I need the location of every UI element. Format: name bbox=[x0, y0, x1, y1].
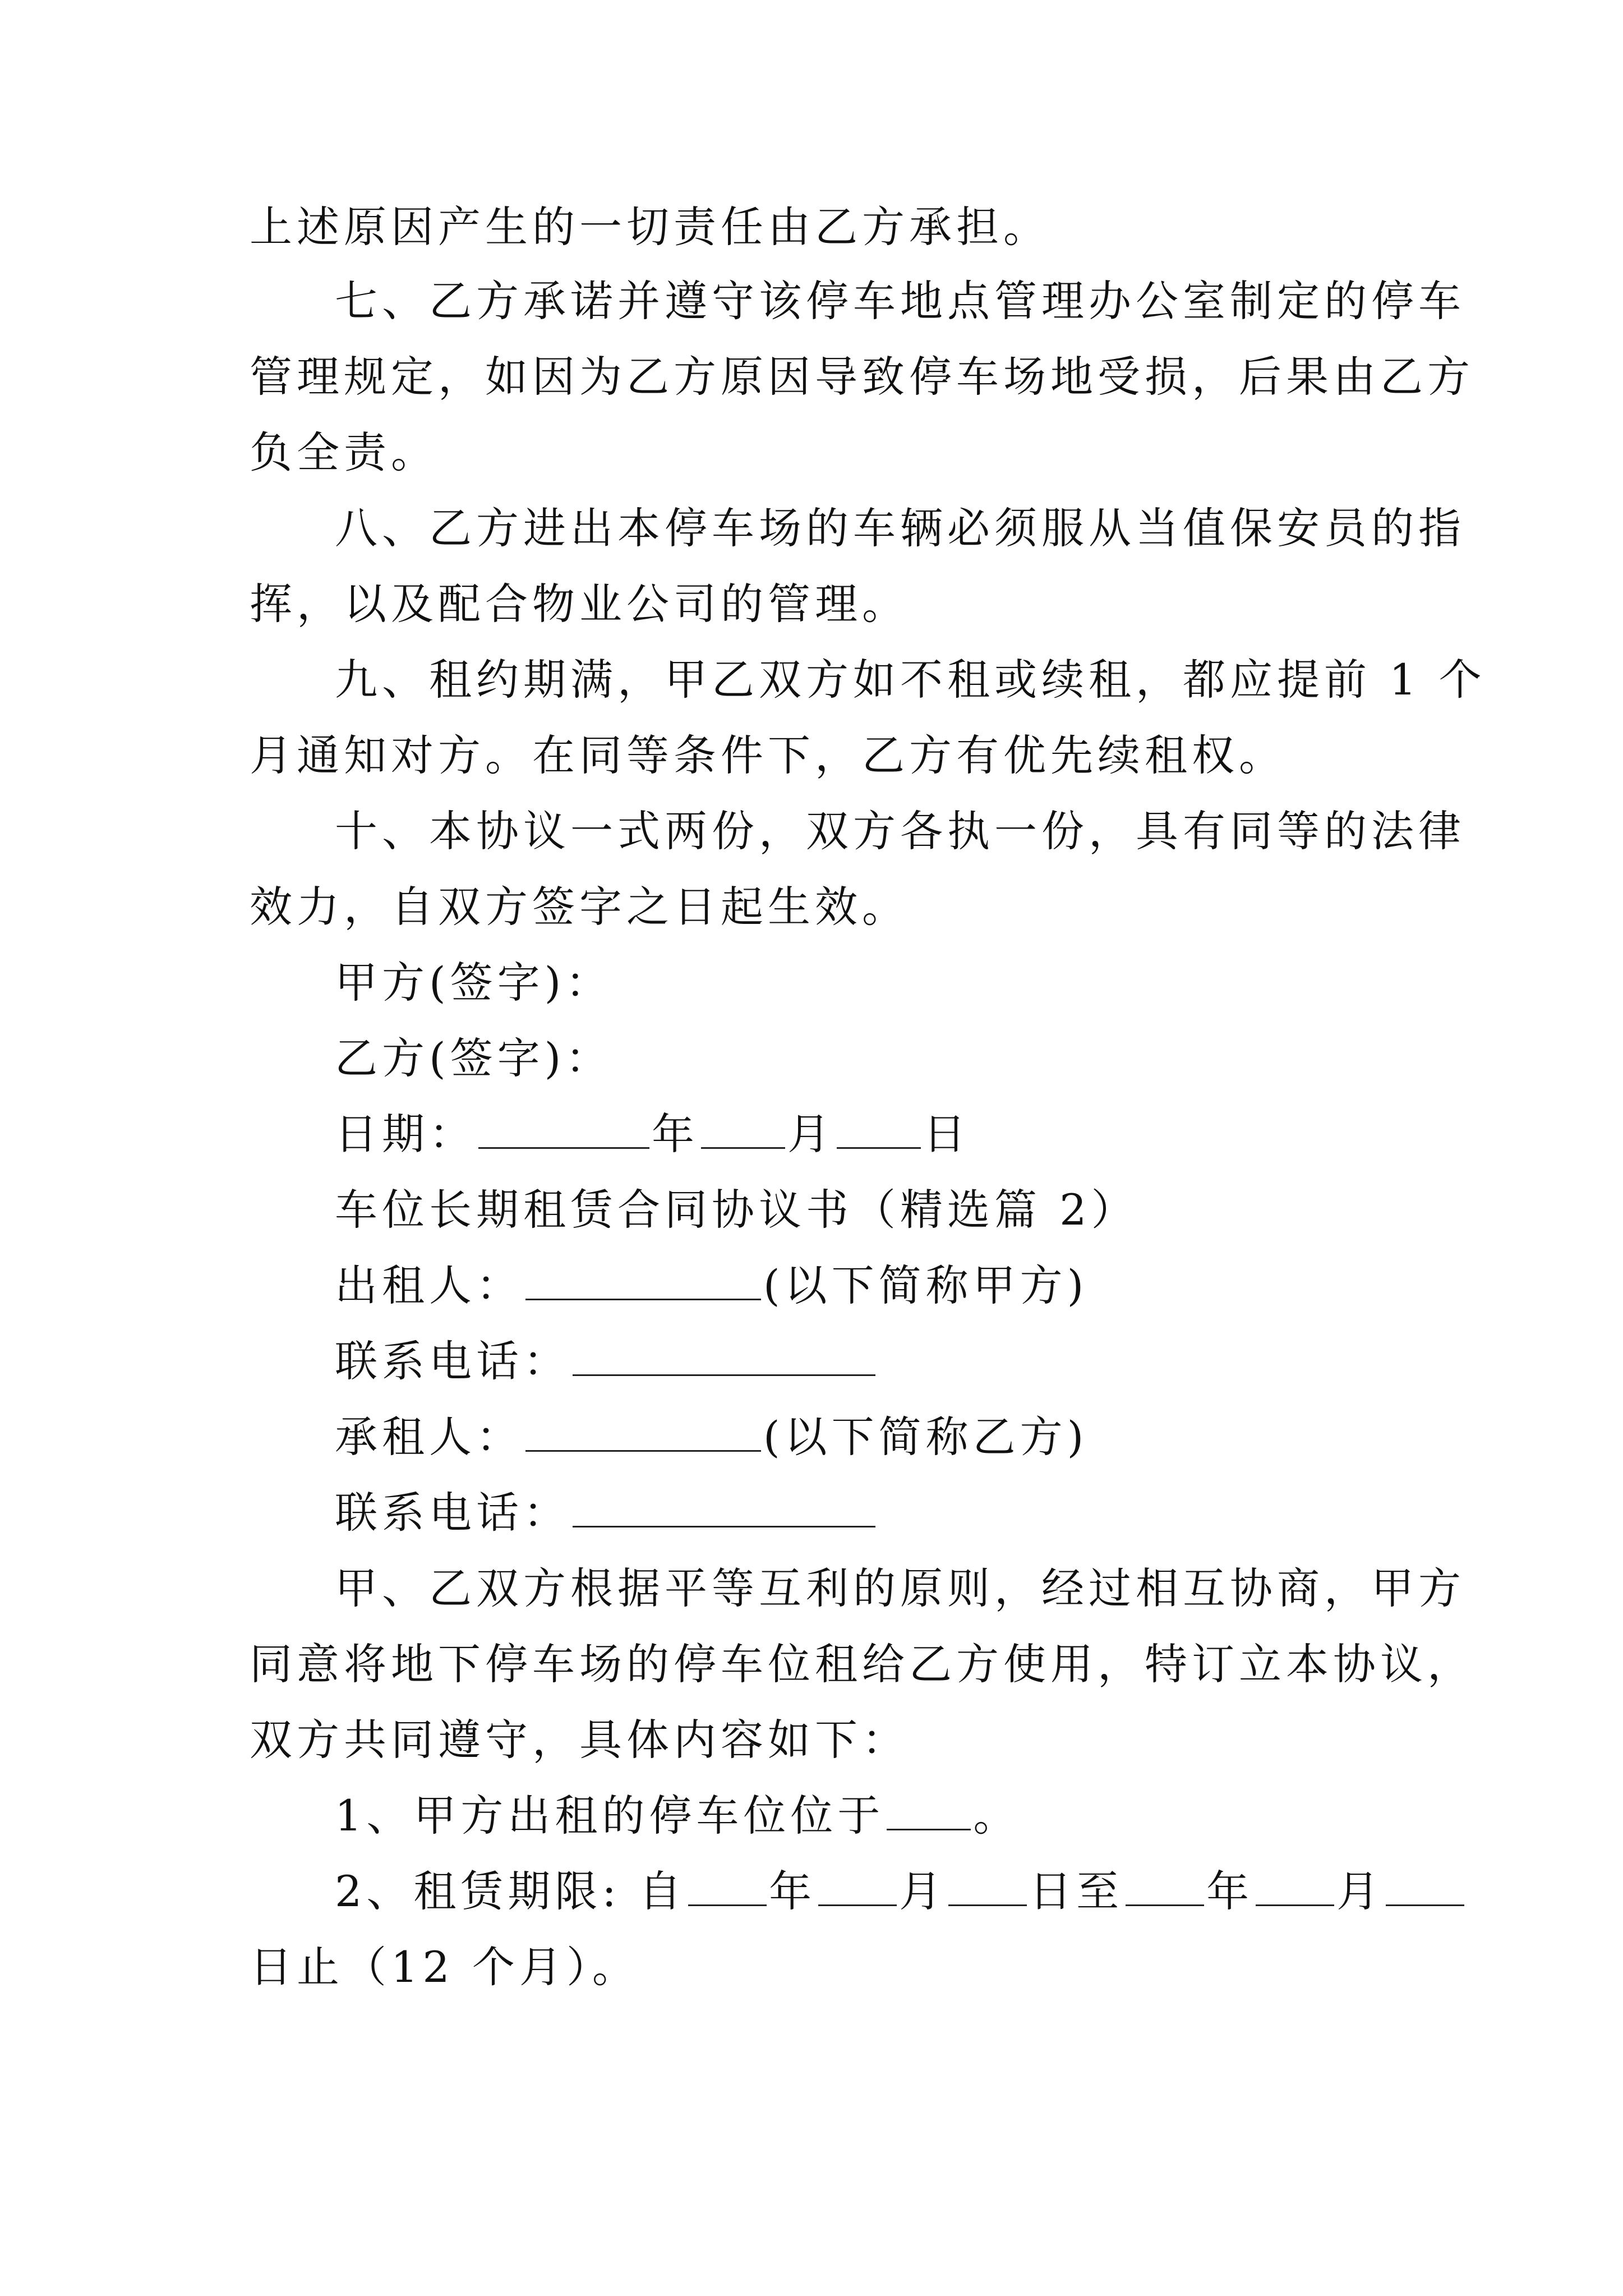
paragraph-line: 日止（12 个月）。 bbox=[250, 1942, 639, 1992]
item-2-text: 2、租赁期限: 自 bbox=[335, 1866, 686, 1916]
lessee-label: 承租人： bbox=[335, 1412, 523, 1462]
lessee-line bbox=[335, 1409, 1088, 1465]
month-label: 月 bbox=[787, 1109, 834, 1159]
paragraph-line: 七、乙方承诺并遵守该停车地点管理办公室制定的停车 bbox=[335, 276, 1465, 326]
start-month-label: 月 bbox=[899, 1866, 947, 1916]
lessee-phone-blank bbox=[573, 1491, 875, 1527]
lessor-blank bbox=[525, 1264, 761, 1300]
end-month-label: 月 bbox=[1336, 1866, 1384, 1916]
lessor-phone-blank bbox=[573, 1340, 875, 1376]
date-line bbox=[335, 1106, 970, 1162]
month-blank bbox=[701, 1112, 785, 1149]
party-b-signature: 乙方(签字)： bbox=[335, 1033, 613, 1083]
lessee-blank bbox=[525, 1415, 761, 1452]
start-month-blank bbox=[818, 1870, 897, 1906]
start-year-label: 年 bbox=[769, 1866, 817, 1916]
day-to-label: 日至 bbox=[1029, 1866, 1124, 1916]
paragraph-line: 负全责。 bbox=[250, 427, 438, 477]
paragraph-line: 管理规定，如因为乙方原因导致停车场地受损，后果由乙方 bbox=[250, 352, 1474, 402]
paragraph-line: 上述原因产生的一切责任由乙方承担。 bbox=[250, 202, 1050, 252]
paragraph-line: 挥，以及配合物业公司的管理。 bbox=[250, 579, 909, 629]
paragraph-line: 效力，自双方签字之日起生效。 bbox=[250, 882, 909, 932]
paragraph-line: 同意将地下停车场的停车位租给乙方使用，特订立本协议， bbox=[250, 1639, 1474, 1689]
day-blank bbox=[837, 1112, 921, 1149]
lessor-suffix: (以下简称甲方) bbox=[763, 1260, 1089, 1310]
year-label: 年 bbox=[652, 1109, 699, 1159]
paragraph-line: 甲、乙双方根据平等互利的原则，经过相互协商，甲方 bbox=[335, 1563, 1465, 1613]
paragraph-line: 月通知对方。在同等条件下，乙方有优先续租权。 bbox=[250, 730, 1286, 780]
lessor-phone-line bbox=[335, 1333, 878, 1389]
year-blank bbox=[478, 1112, 649, 1149]
party-a-signature: 甲方(签字)： bbox=[335, 958, 613, 1007]
lessee-suffix: (以下简称乙方) bbox=[763, 1412, 1089, 1462]
end-year-label: 年 bbox=[1206, 1866, 1254, 1916]
end-month-blank bbox=[1256, 1870, 1334, 1906]
lessor-line bbox=[335, 1258, 1088, 1314]
item-1-line bbox=[335, 1788, 1020, 1844]
day-label: 日 bbox=[923, 1109, 970, 1159]
item-1-text: 1、甲方出租的停车位位于 bbox=[335, 1791, 885, 1841]
date-label: 日期： bbox=[335, 1109, 476, 1159]
location-blank bbox=[887, 1794, 971, 1830]
paragraph-line: 双方共同遵守，具体内容如下： bbox=[250, 1715, 909, 1765]
lessee-phone-line bbox=[335, 1485, 878, 1541]
paragraph-line: 九、租约期满，甲乙双方如不租或续租，都应提前 1 个 bbox=[335, 655, 1486, 705]
section-title: 车位长期租赁合同协议书（精选篇 2） bbox=[335, 1185, 1138, 1235]
lessor-phone-label: 联系电话： bbox=[335, 1336, 570, 1386]
end-day-blank bbox=[1386, 1870, 1464, 1906]
item-2-line bbox=[335, 1864, 1467, 1920]
lessor-label: 出租人： bbox=[335, 1260, 523, 1310]
paragraph-line: 八、乙方进出本停车场的车辆必须服从当值保安员的指 bbox=[335, 503, 1465, 553]
item-1-suffix: 。 bbox=[973, 1791, 1021, 1841]
paragraph-line: 十、本协议一式两份，双方各执一份，具有同等的法律 bbox=[335, 806, 1465, 856]
lessee-phone-label: 联系电话： bbox=[335, 1488, 570, 1538]
start-year-blank bbox=[688, 1870, 767, 1906]
start-day-blank bbox=[948, 1870, 1027, 1906]
end-year-blank bbox=[1126, 1870, 1204, 1906]
